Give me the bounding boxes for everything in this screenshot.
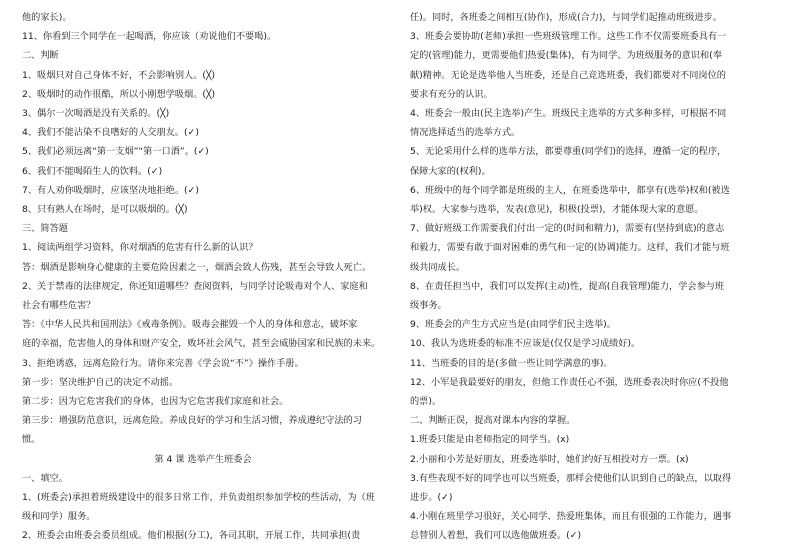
text-line: 8、只有熟人在场时，是可以吸烟的。(╳) [22, 204, 188, 216]
text-line: 1.班委只能是由老师指定的同学当。(x) [410, 434, 570, 446]
section-heading: 二、判断 [22, 50, 59, 62]
text-line: 4、我们不能沾染不良嗜好的人交朋友。(✓) [22, 127, 199, 139]
section-heading: 三、简答题 [22, 223, 68, 235]
text-line: 他的家长)。 [22, 12, 72, 23]
text-line: 级事务。 [410, 300, 447, 312]
text-line: 3、拒绝诱惑，远离危险行为。请你来完善《学会说“不”》操作手册。 [22, 357, 304, 369]
text-line: 3、班委会要协助(老师)承担一些班级管理工作。这些工作不仅需要班委具有一 [410, 31, 727, 43]
text-line: 8、在责任担当中，我们可以发挥(主动)性，提高(自我管理)能力，学会参与班 [410, 280, 725, 292]
text-line: 2、吸烟时的动作很酷，所以小刚想学吸烟。(╳) [22, 88, 216, 100]
text-line: 级和同学）服务。 [22, 511, 96, 523]
text-line: 2、班委会由班委会委员组成。他们根据(分工)，各司其职，开展工作，共同承担(责 [22, 530, 361, 542]
text-line: 情况选择适当的选举方式。 [410, 127, 521, 139]
text-line: 和毅力，需要有敢于面对困难的勇气和一定的(协调)能力。这样，我们才能与班 [410, 242, 730, 254]
text-line: 7、有人劝你吸烟时，应该坚决地拒绝。(✓) [22, 184, 199, 196]
right-column [410, 8, 774, 546]
text-line: 3.有些表现不好的同学也可以当班委，那样会使他们认识到自己的缺点，以取得 [410, 472, 732, 484]
text-line: 任)。同时，各班委之间相互(协作)，形成(合力)，与同学们起推动班级进步。 [410, 12, 722, 23]
text-line: 庭的幸福，危害他人的身体和财产安全，败坏社会风气，甚至会威胁国家和民族的未来。 [22, 338, 381, 350]
text-line: 定的(管理)能力，更需要他们热爱(集体)，有为同学、为班级服务的意识和(奉 [410, 50, 722, 62]
text-line: 献)精神。无论是选举他人当班委，还是自己竞选班委，我们都要对不同岗位的 [410, 69, 726, 81]
text-line: 12、小军是我最要好的朋友，但他工作责任心不强，选班委表决时你应(不投他 [410, 376, 729, 388]
text-line: 总替别人着想，我们可以选他做班委。(✓) [410, 530, 582, 542]
section-heading: 二、判断正误，提高对课本内容的掌握。 [410, 415, 576, 427]
text-line: 答：烟酒是影响身心健康的主要危险因素之一，烟酒会致人伤残，甚至会导致人死亡。 [22, 261, 372, 273]
text-line: 2.小丽和小芳是好朋友，班委选举时，她们约好互相投对方一票。(x) [410, 453, 689, 465]
text-line: 第一步：坚决维护自己的决定不动摇。 [22, 376, 179, 388]
text-line: 第三步：增强防范意识，远离危险。养成良好的学习和生活习惯，养成遵纪守法的习 [22, 415, 362, 427]
text-line: 5、我们必须远离“第一支烟”“第一口酒”。(✓) [22, 146, 209, 158]
text-line: 第二步：因为它危害我们的身体，也因为它危害我们家庭和社会。 [22, 396, 289, 408]
left-column [22, 8, 384, 546]
text-line: 进步。(✓) [410, 492, 453, 504]
text-line: 级共同成长。 [410, 261, 466, 273]
text-line: 保障大家的(权利)。 [410, 165, 491, 177]
text-line: 惯。 [22, 434, 41, 446]
text-line: 社会有哪些危害？ [22, 300, 96, 312]
text-line: 11、你看到三个同学在一起喝酒，你应该（劝说他们不要喝)。 [22, 31, 277, 43]
text-line: 7、做好班级工作需要我们付出一定的(时间和精力)，需要有(坚持到底)的意志 [410, 223, 725, 235]
text-line: 3、偶尔一次喝酒是没有关系的。(╳) [22, 108, 170, 120]
lesson-title: 第 4 课 选举产生班委会 [154, 453, 252, 465]
text-line: 6、班级中的每个同学都是班级的主人，在班委选举中，都享有(选举)权和(被选 [410, 184, 730, 196]
text-line: 11、当班委的目的是(多做一些让同学满意的事)。 [410, 357, 613, 369]
text-line: 2、关于禁毒的法律规定，你还知道哪些？查阅资料，与同学讨论吸毒对个人、家庭和 [22, 280, 368, 292]
text-line: 10、我认为选班委的标准不应该是(仅仅是学习成绩好)。 [410, 338, 641, 350]
section-heading: 一、填空。 [22, 472, 68, 484]
text-line: 9、班委会的产生方式应当是(由同学们民主选举)。 [410, 319, 616, 331]
text-line: 5、无论采用什么样的选举方法，都要尊重(同学们)的选择，遵循一定的程序， [410, 146, 727, 158]
text-line: 4、班委会一般由(民主选举)产生。班级民主选举的方式多种多样，可根据不同 [410, 108, 727, 120]
text-line: 要求有充分的认识。 [410, 88, 493, 100]
text-line: 举)权。大家参与选举，发表(意见)，积极(投票)，才能体现大家的意愿。 [410, 204, 704, 216]
text-line: 6、我们不能喝陌生人的饮料。(✓) [22, 165, 163, 177]
text-line: 1、吸烟只对自己身体不好，不会影响别人。(╳) [22, 69, 216, 81]
text-line: 1、阅读两组学习资料，你对烟酒的危害有什么新的认识？ [22, 242, 258, 254]
text-line: 的票)。 [410, 396, 442, 408]
text-line: 4.小刚在班里学习很好，关心同学、热爱班集体，而且有很强的工作能力，遇事 [410, 511, 732, 523]
text-line: 1、(班委会)承担着班级建设中的很多日常工作，并负责组织参加学校的些活动，为（班 [22, 492, 375, 504]
text-line: 答：《中华人民共和国刑法》《戒毒条例》。吸毒会摧毁一个人的身体和意志，破坏家 [22, 319, 358, 331]
